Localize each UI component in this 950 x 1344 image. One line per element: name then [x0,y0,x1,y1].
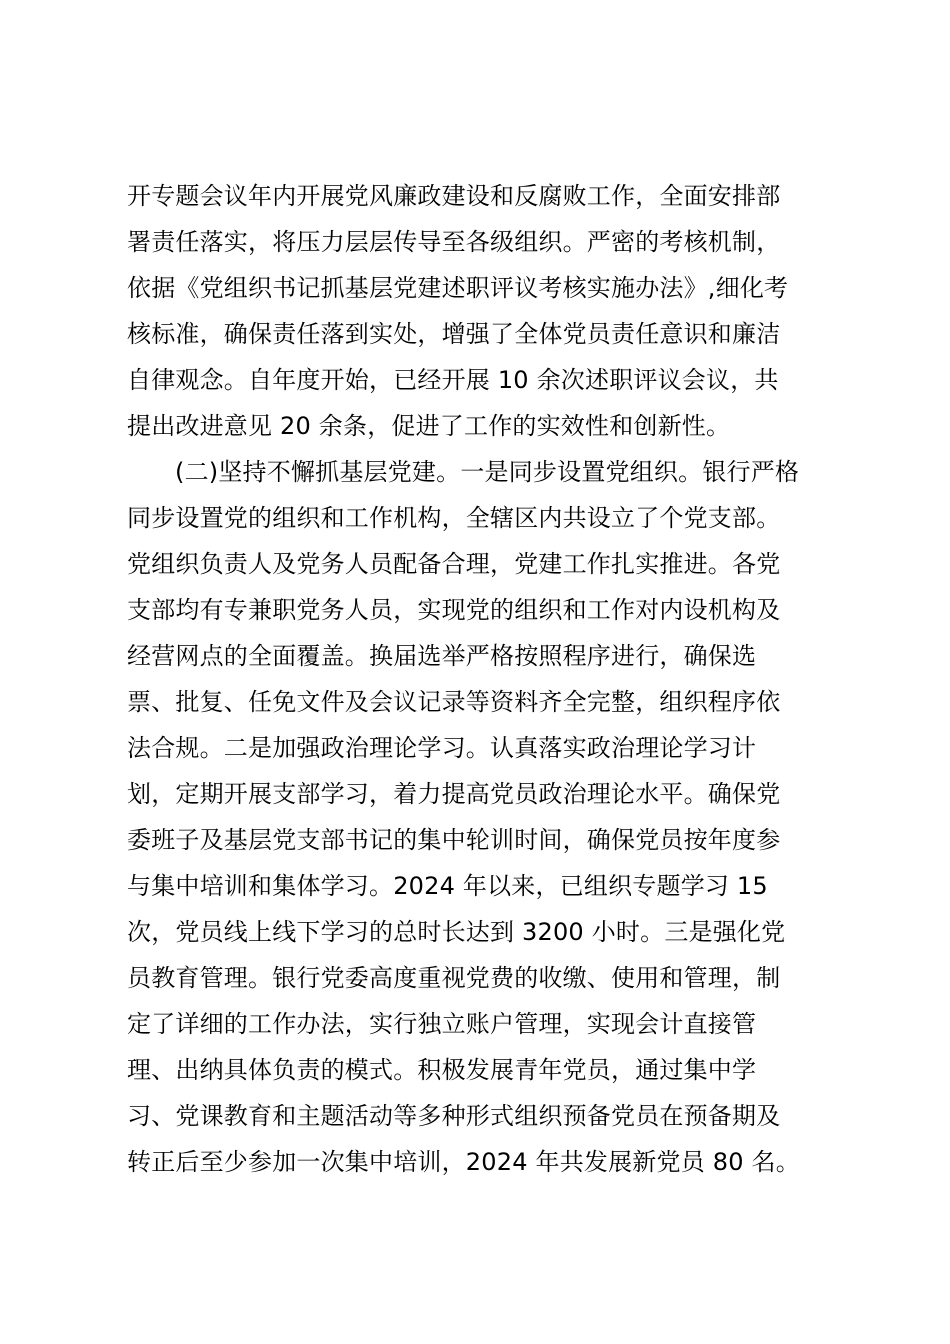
text-line: 法合规。二是加强政治理论学习。认真落实政治理论学习计 [127,734,757,762]
text-line: 经营网点的全面覆盖。换届选举严格按照程序进行，确保选 [127,642,757,670]
text-line: 与集中培训和集体学习。2024 年以来，已组织专题学习 15 [127,872,768,900]
text-line: 习、党课教育和主题活动等多种形式组织预备党员在预备期及 [127,1102,781,1130]
text-line: 理、出纳具体负责的模式。积极发展青年党员，通过集中学 [127,1056,757,1084]
section-heading-line: (二)坚持不懈抓基层党建。一是同步设置党组织。银行严格 [175,458,800,486]
text-line: 依据《党组织书记抓基层党建述职评议考核实施办法》,细化考 [127,274,789,302]
text-line: 提出改进意见 20 余条，促进了工作的实效性和创新性。 [127,412,731,440]
text-line: 同步设置党的组织和工作机构，全辖区内共设立了个党支部。 [127,504,781,532]
body-text [127,173,827,1185]
text-line: 划，定期开展支部学习，着力提高党员政治理论水平。确保党 [127,780,781,808]
text-line: 次，党员线上线下学习的总时长达到 3200 小时。三是强化党 [127,918,786,946]
text-line: 票、批复、任免文件及会议记录等资料齐全完整，组织程序依 [127,688,781,716]
text-line: 委班子及基层党支部书记的集中轮训时间，确保党员按年度参 [127,826,781,854]
text-line: 核标准，确保责任落到实处，增强了全体党员责任意识和廉洁 [127,320,781,348]
text-line: 自律观念。自年度开始，已经开展 10 余次述职评议会议，共 [127,366,779,394]
text-line: 开专题会议年内开展党风廉政建设和反腐败工作，全面安排部 [127,182,781,210]
text-line: 员教育管理。银行党委高度重视党费的收缴、使用和管理，制 [127,964,781,992]
text-line: 党组织负责人及党务人员配备合理，党建工作扎实推进。各党 [127,550,781,578]
text-line: 定了详细的工作办法，实行独立账户管理，实现会计直接管 [127,1010,757,1038]
text-line: 署责任落实，将压力层层传导至各级组织。严密的考核机制， [127,228,781,256]
text-line: 转正后至少参加一次集中培训，2024 年共发展新党员 80 名。 [127,1148,800,1176]
text-line: 支部均有专兼职党务人员，实现党的组织和工作对内设机构及 [127,596,781,624]
